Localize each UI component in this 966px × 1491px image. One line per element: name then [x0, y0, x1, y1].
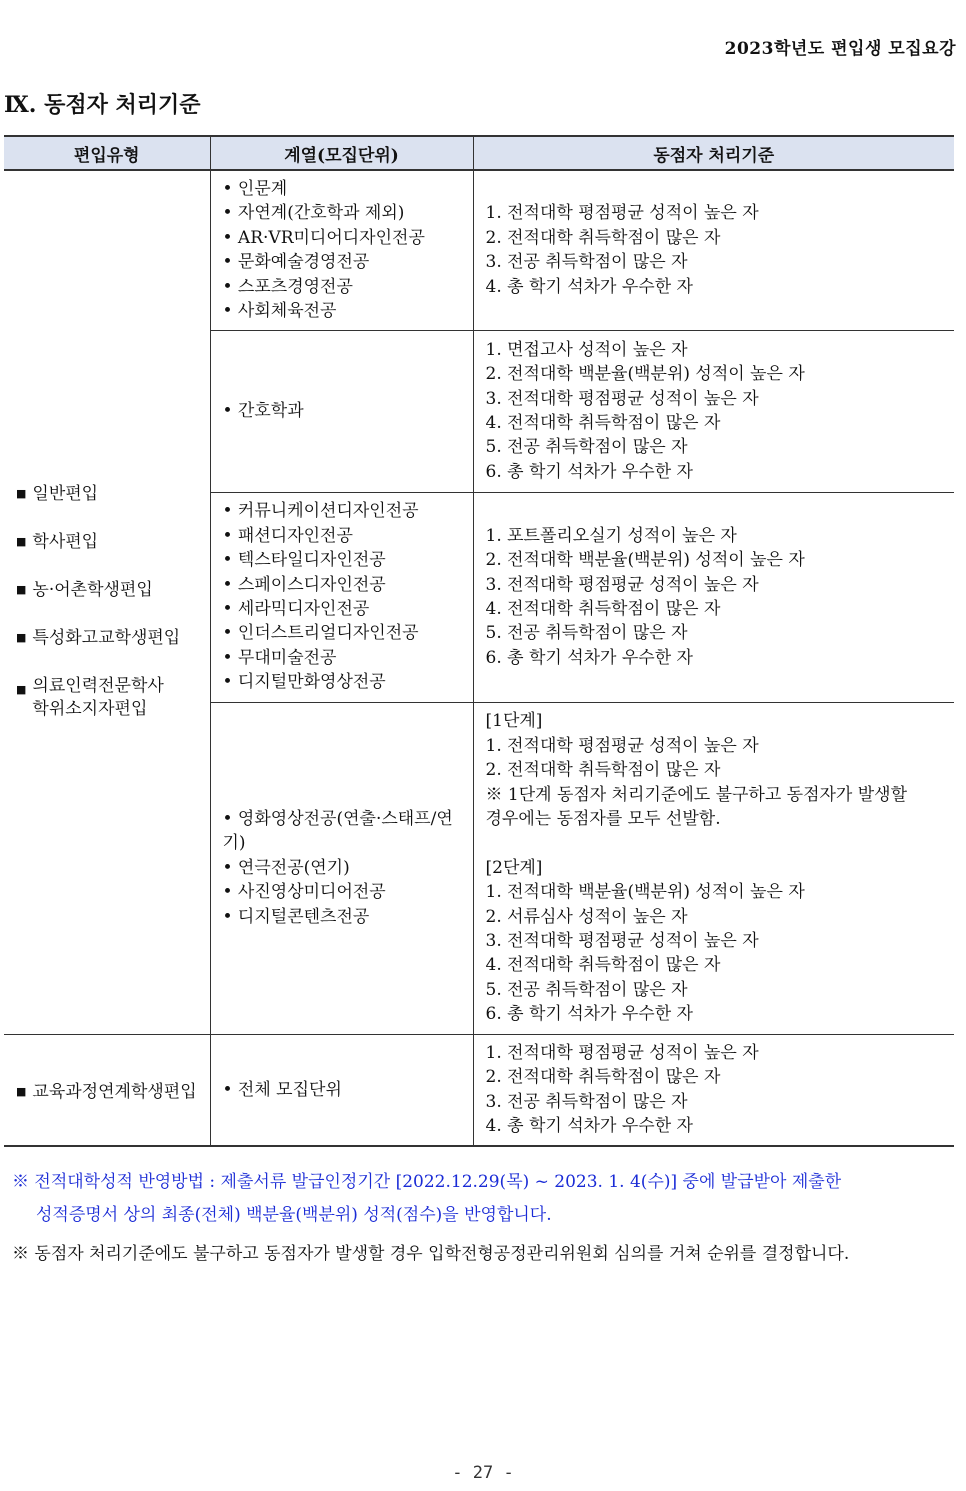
square-bullet-icon: ■ [16, 1085, 27, 1099]
criteria-cell: [1단계] 1. 전적대학 평점평균 성적이 높은 자 2. 전적대학 취득학점이 많은 자 ※ 1단계 동점자 처리기준에도 불구하고 동점자가 발생할 경우에는 동점자를 모두 선발함. [2단계] 1. 전적대학 백분율(백분위) 성적이 높은 자 2. 서류심사 성적이 높은 자 3. 전적대학 평점평균 성적이 높은 자 4. 전적대학 취득학점이 많은 자 5. 전공 취득학점이 많은 자 6. 총 학기 석차가 우수한 자 [473, 702, 954, 1034]
department-cell: • 전체 모집단위 [210, 1034, 473, 1146]
admission-type-item: ■ 특성화고교학생편입 [16, 628, 181, 649]
notes-section [12, 1166, 952, 1271]
square-bullet-icon: ■ [16, 583, 27, 597]
criteria-cell: 1. 포트폴리오실기 성적이 높은 자 2. 전적대학 백분율(백분위) 성적이 높은 자 3. 전적대학 평점평균 성적이 높은 자 4. 전적대학 취득학점이 많은 자 5. 전공 취득학점이 많은 자 6. 총 학기 석차가 우수한 자 [473, 492, 954, 702]
admission-type-group [4, 170, 210, 1034]
table-row [4, 1034, 954, 1146]
admission-type-item: ■ 농·어촌학생편입 [16, 580, 153, 601]
square-bullet-icon: ■ [16, 683, 27, 697]
square-bullet-icon: ■ [16, 487, 27, 501]
department-cell: • 간호학과 [210, 330, 473, 492]
admission-type-group [4, 1034, 210, 1146]
square-bullet-icon: ■ [16, 631, 27, 645]
admission-type-item: 교육과정연계학생편입 [32, 1082, 197, 1103]
table-row [4, 170, 954, 330]
header-department: 계열(모집단위) [210, 136, 473, 170]
department-cell: • 영화영상전공(연출·스태프/연기) • 연극전공(연기) • 사진영상미디어전공 • 디지털콘텐츠전공 [210, 702, 473, 1034]
page-number: - 27 - [452, 1463, 514, 1483]
criteria-cell: 1. 전적대학 평점평균 성적이 높은 자 2. 전적대학 취득학점이 많은 자 3. 전공 취득학점이 많은 자 4. 총 학기 석차가 우수한 자 [473, 170, 954, 330]
tie-break-criteria-table [4, 135, 954, 1147]
criteria-cell: 1. 전적대학 평점평균 성적이 높은 자 2. 전적대학 취득학점이 많은 자 3. 전공 취득학점이 많은 자 4. 총 학기 석차가 우수한 자 [473, 1034, 954, 1146]
note-tie-resolution: ※ 동점자 처리기준에도 불구하고 동점자가 발생할 경우 입학전형공정관리위원회 심의를 거쳐 순위를 결정합니다. [12, 1244, 850, 1264]
admission-type-item: ■ 일반편입 [16, 484, 99, 505]
document-header-title: 2023학년도 편입생 모집요강 [724, 39, 956, 59]
admission-type-item: ■ 의료인력전문학사 학위소지자편입 [16, 675, 210, 721]
criteria-cell: 1. 면접고사 성적이 높은 자 2. 전적대학 백분율(백분위) 성적이 높은 자 3. 전적대학 평점평균 성적이 높은 자 4. 전적대학 취득학점이 많은 자 5. 전공 취득학점이 많은 자 6. 총 학기 석차가 우수한 자 [473, 330, 954, 492]
note-score-method [12, 1166, 952, 1232]
admission-type-item: ■ 학사편입 [16, 532, 99, 553]
section-title: Ⅸ. 동점자 처리기준 [4, 92, 201, 118]
department-cell: • 인문계 • 자연계(간호학과 제외) • AR·VR미디어디자인전공 • 문화예술경영전공 • 스포츠경영전공 • 사회체육전공 [210, 170, 473, 330]
table-header-row [4, 136, 954, 170]
note-line: 성적증명서 상의 최종(전체) 백분율(백분위) 성적(점수)을 반영합니다. [36, 1205, 552, 1225]
department-cell: • 커뮤니케이션디자인전공 • 패션디자인전공 • 텍스타일디자인전공 • 스페이스디자인전공 • 세라믹디자인전공 • 인더스트리얼디자인전공 • 무대미술전공 • 디지털만화영상전공 [210, 492, 473, 702]
note-line: ※ 전적대학성적 반영방법 : 제출서류 발급인정기간 [2022.12.29(목) ~ 2023. 1. 4(수)] 중에 발급받아 제출한 [12, 1172, 842, 1192]
square-bullet-icon: ■ [16, 535, 27, 549]
header-criteria: 동점자 처리기준 [473, 136, 954, 170]
header-admission-type: 편입유형 [4, 136, 210, 170]
